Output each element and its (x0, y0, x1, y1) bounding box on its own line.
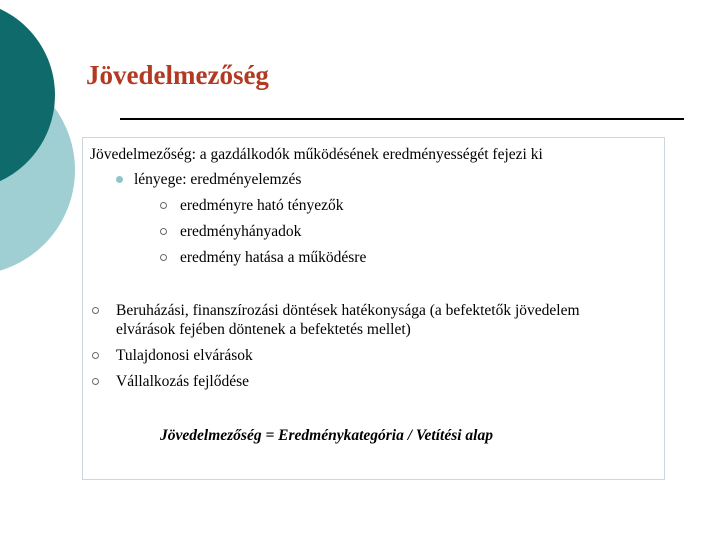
point-3: Vállalkozás fejlődése (116, 373, 249, 390)
ring-bullet-icon (160, 228, 167, 235)
definition-text: Jövedelmezőség: a gazdálkodók működésének eredményességét fejezi ki (90, 146, 543, 163)
ring-bullet-icon (92, 307, 99, 314)
formula-text: Jövedelmezőség = Eredménykategória / Vetítési alap (160, 427, 493, 444)
decorative-circles (0, 0, 90, 300)
slide-title: Jövedelmezőség (86, 60, 269, 90)
ring-bullet-icon (92, 378, 99, 385)
point-1-line-2: elvárások fejében döntenek a befektetés mellet) (116, 321, 411, 338)
point-1-line-1: Beruházási, finanszírozási döntések hatékonysága (a befektetők jövedelem (116, 302, 580, 319)
ring-bullet-icon (160, 202, 167, 209)
filled-bullet-icon (116, 176, 123, 183)
sub-item-2: eredményhányadok (180, 223, 302, 240)
essence-text: lényege: eredményelemzés (134, 171, 302, 188)
title-underline (120, 118, 684, 120)
ring-bullet-icon (92, 352, 99, 359)
ring-bullet-icon (160, 254, 167, 261)
point-2: Tulajdonosi elvárások (116, 347, 253, 364)
sub-item-3: eredmény hatása a működésre (180, 249, 367, 266)
sub-item-1: eredményre ható tényezők (180, 197, 344, 214)
